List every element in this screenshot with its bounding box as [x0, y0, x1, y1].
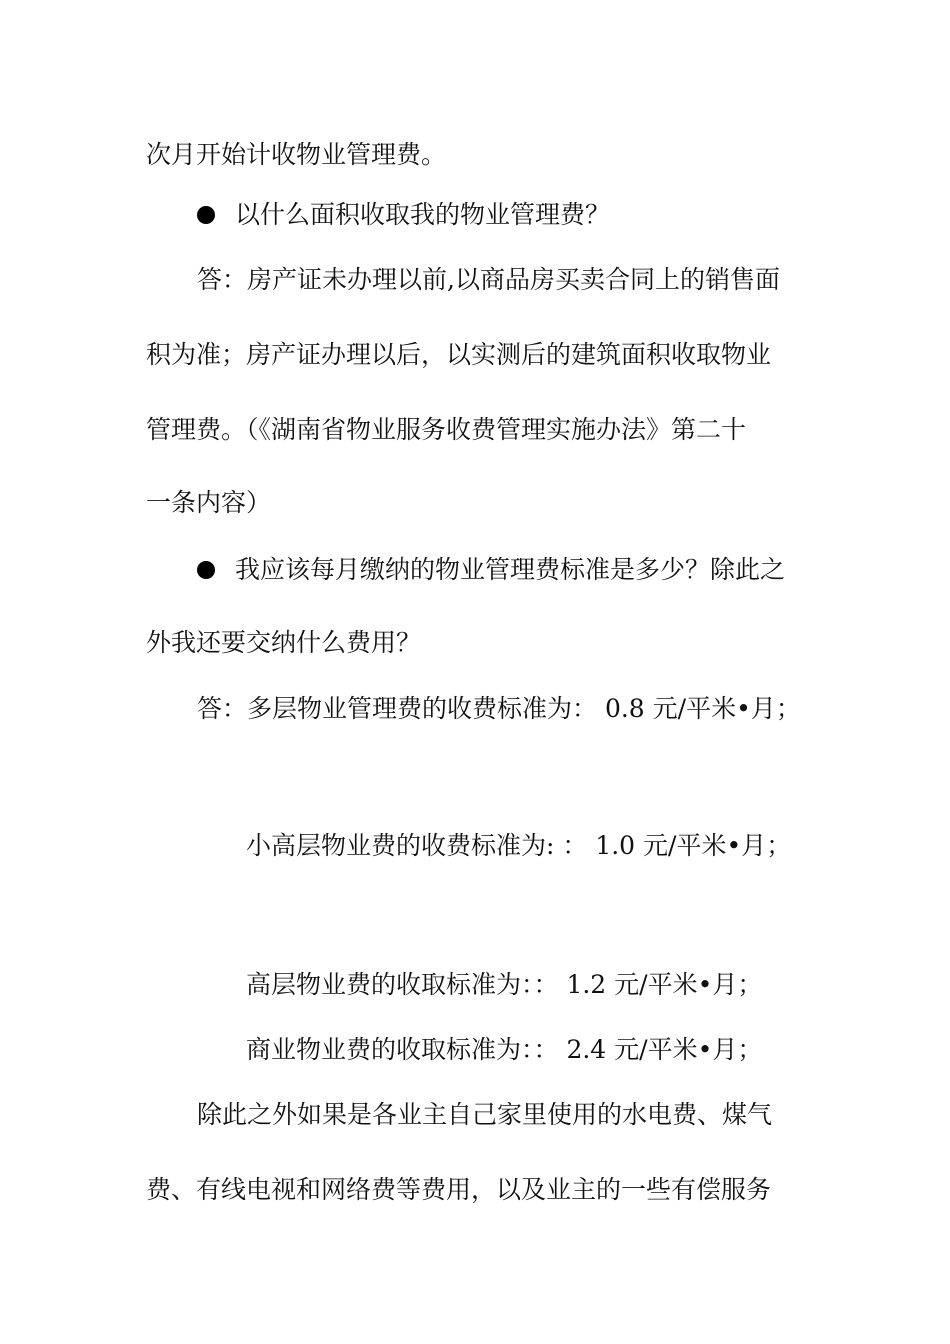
fee-rate-line [246, 831, 791, 861]
text: 费、有线电视和网络费等费用，以及业主的一些有偿服务 [146, 1175, 772, 1204]
text: 积为准；房产证办理以后，以实测后的建筑面积收取物业 [146, 340, 772, 369]
text: 答：房产证未办理以前,以商品房买卖合同上的销售面 [197, 265, 780, 294]
text: 一条内容） [146, 488, 272, 517]
text: 除此之外如果是各业主自己家里使用的水电费、煤气 [197, 1100, 773, 1129]
bullet-icon [197, 206, 215, 224]
paragraph-line [146, 140, 446, 170]
paragraph-line [197, 1100, 772, 1130]
bullet-icon [197, 561, 215, 579]
question-heading [197, 200, 610, 230]
text: 商业物业费的收取标准为：： 2.4 元/平米•月； [246, 1035, 763, 1064]
answer-line [197, 265, 780, 295]
text: 外我还要交纳什么费用？ [146, 628, 422, 657]
paragraph-line [146, 340, 771, 370]
text: 管理费。（《湖南省物业服务收费管理实施办法》第二十 [146, 415, 747, 444]
paragraph-line [146, 628, 421, 658]
text: 小高层物业费的收费标准为: ： 1.0 元/平米•月； [246, 831, 792, 860]
paragraph-line [146, 488, 271, 518]
fee-rate-line [246, 970, 762, 1000]
paragraph-line [146, 1175, 771, 1205]
question-heading [197, 555, 785, 585]
text: 高层物业费的收取标准为：： 1.2 元/平米•月； [246, 970, 763, 999]
question-text: 以什么面积收取我的物业管理费？ [235, 200, 611, 229]
text: 答：多层物业管理费的收费标准为： 0.8 元/平米•月； [197, 694, 801, 723]
fee-rate-line [246, 1035, 762, 1065]
paragraph-line [146, 415, 746, 445]
text: 次月开始计收物业管理费。 [146, 140, 447, 169]
question-text: 我应该每月缴纳的物业管理费标准是多少？除此之 [235, 555, 786, 584]
fee-rate-line [197, 694, 801, 724]
